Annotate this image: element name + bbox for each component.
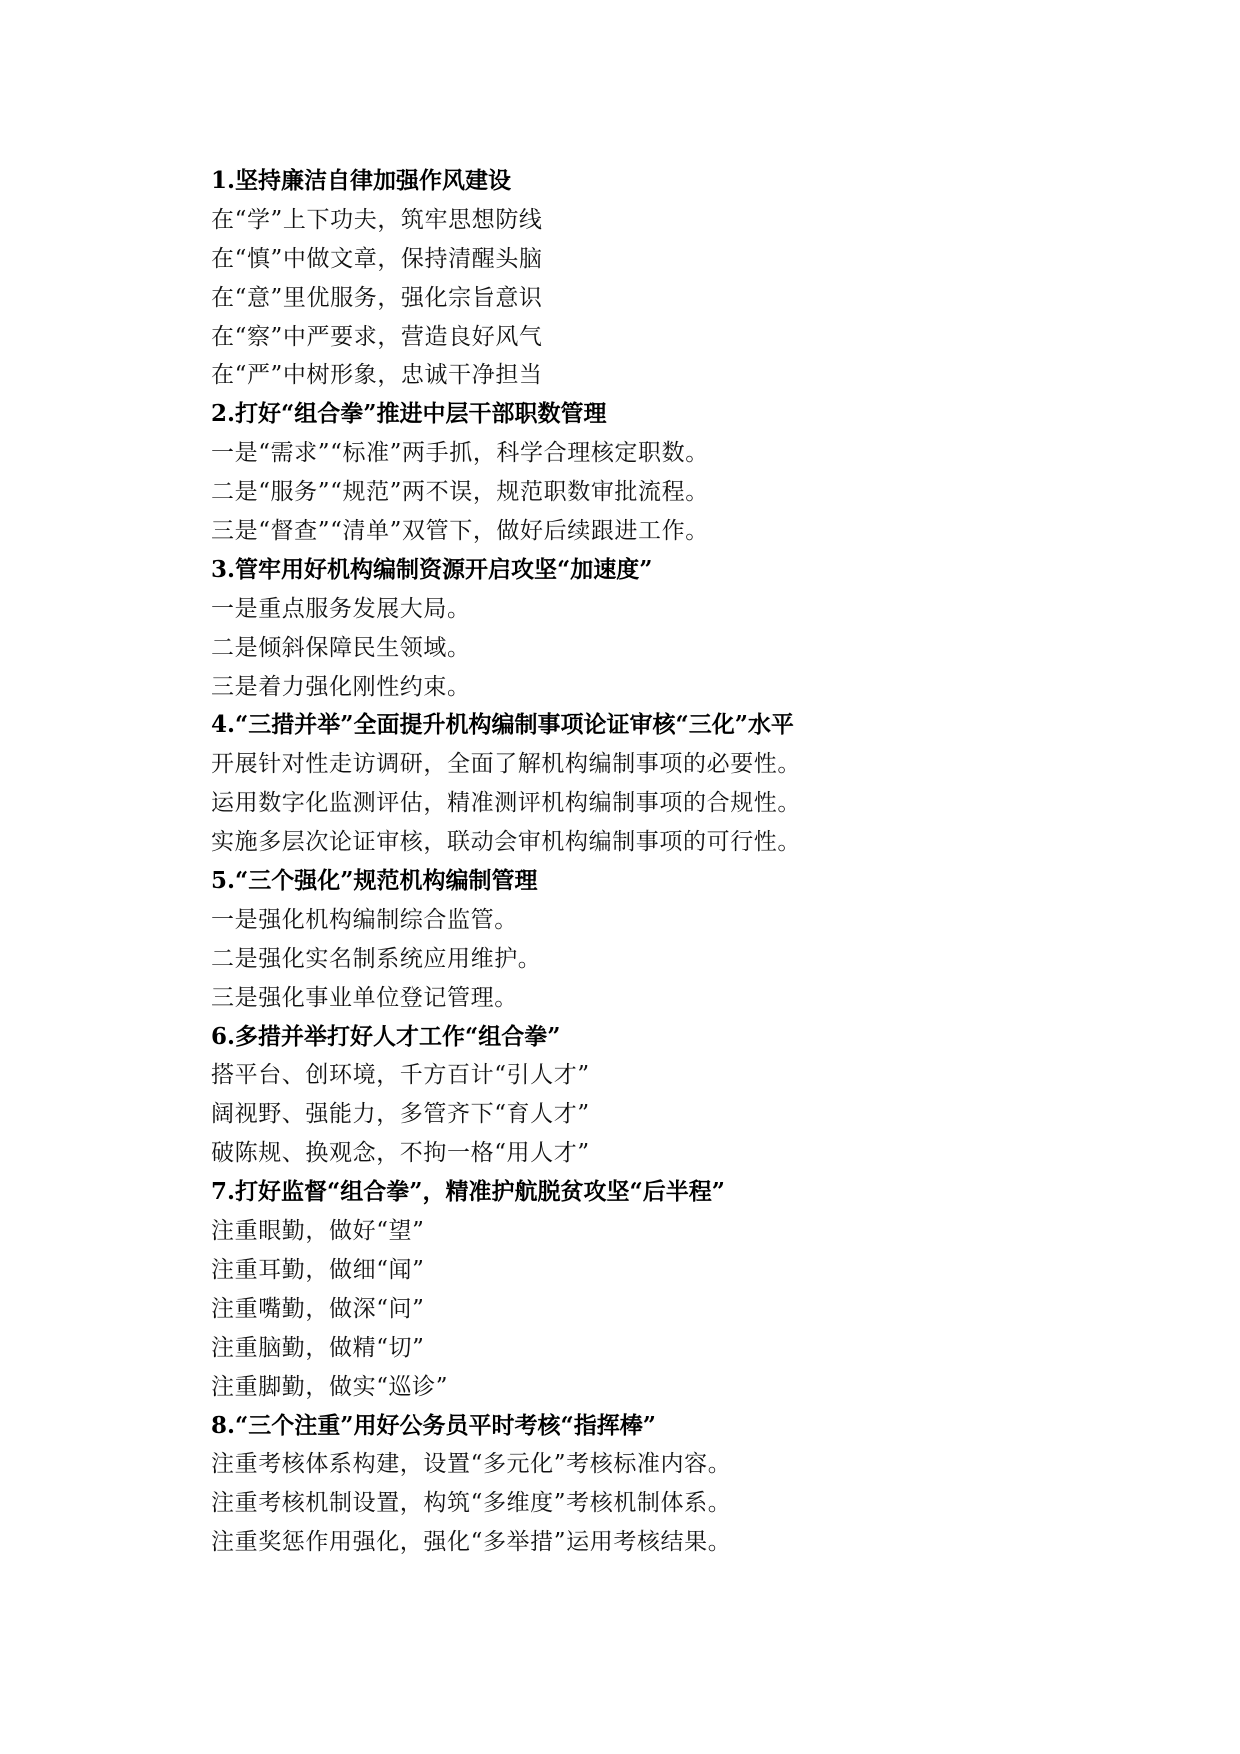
section-line: 运用数字化监测评估，精准测评机构编制事项的合规性。 [211,790,801,817]
section-heading: 3.管牢用好机构编制资源开启攻坚“加速度” [211,555,653,583]
section-line: 一是“需求”“标准”两手抓，科学合理核定职数。 [211,440,709,467]
section-7 [211,1173,1171,1406]
section-line: 二是强化实名制系统应用维护。 [211,945,542,972]
section-line: 在“学”上下功夫，筑牢思想防线 [211,206,543,233]
section-heading: 6.多措并举打好人才工作“组合拳” [211,1022,561,1050]
section-line: 二是倾斜保障民生领域。 [211,634,471,661]
section-heading: 5.“三个强化”规范机构编制管理 [211,867,538,895]
section-heading: 4.“三措并举”全面提升机构编制事项论证审核“三化”水平 [211,711,794,739]
section-line: 注重奖惩作用强化，强化“多举措”运用考核结果。 [211,1529,732,1556]
section-line: 破陈规、换观念，不拘一格“用人才” [211,1140,590,1167]
section-5 [211,862,1171,1018]
section-heading: 7.打好监督“组合拳”，精准护航脱贫攻坚“后半程” [211,1178,725,1206]
section-3 [211,551,1171,707]
section-heading: 2.打好“组合拳”推进中层干部职数管理 [211,400,607,428]
section-line: 搭平台、创环境，千方百计“引人才” [211,1062,590,1089]
section-1 [211,162,1171,395]
section-line: 阔视野、强能力，多管齐下“育人才” [211,1101,590,1128]
section-line: 在“察”中严要求，营造良好风气 [211,323,543,350]
section-line: 实施多层次论证审核，联动会审机构编制事项的可行性。 [211,829,801,856]
section-line: 注重耳勤，做细“闻” [211,1256,425,1283]
section-heading: 1.坚持廉洁自律加强作风建设 [211,167,512,194]
section-6 [211,1018,1171,1174]
section-8 [211,1407,1171,1563]
section-line: 在“慎”中做文章，保持清醒头脑 [211,245,543,272]
section-2 [211,395,1171,551]
section-line: 注重嘴勤，做深“问” [211,1295,425,1322]
section-line: 在“严”中树形象，忠诚干净担当 [211,362,543,389]
section-line: 三是着力强化刚性约束。 [211,673,471,700]
section-line: 开展针对性走访调研，全面了解机构编制事项的必要性。 [211,751,801,778]
document-body [211,162,1171,1562]
section-4 [211,706,1171,862]
section-line: 注重脚勤，做实“巡诊” [211,1373,449,1400]
section-line: 三是强化事业单位登记管理。 [211,984,518,1011]
section-line: 三是“督查”“清单”双管下，做好后续跟进工作。 [211,518,709,545]
section-line: 注重眼勤，做好“望” [211,1218,425,1245]
section-heading: 8.“三个注重”用好公务员平时考核“指挥棒” [211,1411,656,1439]
section-line: 一是重点服务发展大局。 [211,595,471,622]
section-line: 一是强化机构编制综合监管。 [211,906,518,933]
section-line: 注重脑勤，做精“切” [211,1334,425,1361]
section-line: 注重考核体系构建，设置“多元化”考核标准内容。 [211,1451,732,1478]
section-line: 注重考核机制设置，构筑“多维度”考核机制体系。 [211,1490,732,1517]
section-line: 二是“服务”“规范”两不误，规范职数审批流程。 [211,479,709,506]
section-line: 在“意”里优服务，强化宗旨意识 [211,284,543,311]
